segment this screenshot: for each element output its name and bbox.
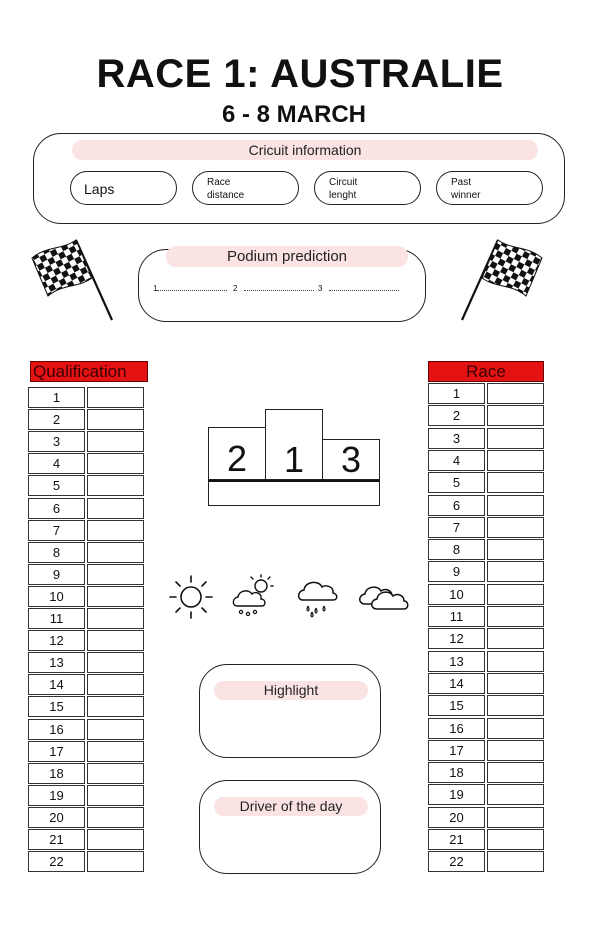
podium-first-place: 1 xyxy=(265,409,323,480)
qualification-position-number: 3 xyxy=(28,431,85,452)
race-driver-cell[interactable] xyxy=(487,718,544,739)
rain-cloud-icon[interactable] xyxy=(293,572,341,620)
qualification-position-number: 6 xyxy=(28,498,85,519)
race-position-number: 3 xyxy=(428,428,485,449)
qualification-driver-cell[interactable] xyxy=(87,807,144,828)
qualification-position-number: 22 xyxy=(28,851,85,872)
circuit-info-heading: Cricuit information xyxy=(72,140,538,160)
race-position-number: 15 xyxy=(428,695,485,716)
race-driver-cell[interactable] xyxy=(487,651,544,672)
sun-cloud-rain-icon[interactable] xyxy=(229,572,277,620)
driver-of-day-panel[interactable] xyxy=(199,780,381,874)
qualification-driver-cell[interactable] xyxy=(87,829,144,850)
podium-prediction-heading: Podium prediction xyxy=(166,246,408,267)
qualification-driver-cell[interactable] xyxy=(87,564,144,585)
qualification-driver-cell[interactable] xyxy=(87,674,144,695)
qualification-driver-cell[interactable] xyxy=(87,630,144,651)
laps-label: Laps xyxy=(84,181,115,197)
qualification-position-number: 7 xyxy=(28,520,85,541)
race-driver-cell[interactable] xyxy=(487,517,544,538)
race-driver-cell[interactable] xyxy=(487,740,544,761)
race-position-number: 21 xyxy=(428,829,485,850)
qualification-driver-cell[interactable] xyxy=(87,763,144,784)
highlight-panel[interactable] xyxy=(199,664,381,758)
race-driver-cell[interactable] xyxy=(487,673,544,694)
race-driver-cell[interactable] xyxy=(487,405,544,426)
race-driver-cell[interactable] xyxy=(487,606,544,627)
qualification-position-number: 15 xyxy=(28,696,85,717)
clouds-icon[interactable] xyxy=(355,574,413,614)
highlight-heading: Highlight xyxy=(214,681,368,700)
race-position-number: 6 xyxy=(428,495,485,516)
race-position-number: 18 xyxy=(428,762,485,783)
qualification-position-number: 2 xyxy=(28,409,85,430)
qualification-driver-cell[interactable] xyxy=(87,785,144,806)
podium-third-place: 3 xyxy=(322,439,380,480)
race-distance-field[interactable] xyxy=(192,171,299,205)
qualification-driver-cell[interactable] xyxy=(87,387,144,408)
race-position-number: 19 xyxy=(428,784,485,805)
qualification-driver-cell[interactable] xyxy=(87,520,144,541)
qualification-driver-cell[interactable] xyxy=(87,851,144,872)
qualification-driver-cell[interactable] xyxy=(87,431,144,452)
race-driver-cell[interactable] xyxy=(487,561,544,582)
race-position-number: 16 xyxy=(428,718,485,739)
race-position-number: 11 xyxy=(428,606,485,627)
past-winner-field[interactable] xyxy=(436,171,543,205)
race-driver-cell[interactable] xyxy=(487,584,544,605)
race-position-number: 10 xyxy=(428,584,485,605)
race-driver-cell[interactable] xyxy=(487,495,544,516)
qualification-position-number: 16 xyxy=(28,719,85,740)
race-driver-cell[interactable] xyxy=(487,851,544,872)
qualification-position-number: 17 xyxy=(28,741,85,762)
race-driver-cell[interactable] xyxy=(487,628,544,649)
qualification-driver-cell[interactable] xyxy=(87,586,144,607)
qualification-driver-cell[interactable] xyxy=(87,696,144,717)
race-dates: 6 - 8 MARCH xyxy=(221,101,366,128)
race-driver-cell[interactable] xyxy=(487,383,544,404)
race-driver-cell[interactable] xyxy=(487,450,544,471)
driver-of-day-heading: Driver of the day xyxy=(214,797,368,816)
qualification-position-number: 20 xyxy=(28,807,85,828)
qualification-heading: Qualification xyxy=(30,361,148,382)
prediction-line-2[interactable] xyxy=(233,283,314,293)
checkered-flag-left-icon xyxy=(28,236,116,322)
qualification-driver-cell[interactable] xyxy=(87,719,144,740)
qualification-driver-cell[interactable] xyxy=(87,475,144,496)
race-position-number: 9 xyxy=(428,561,485,582)
race-distance-label: Race distance xyxy=(207,177,245,201)
qualification-position-number: 13 xyxy=(28,652,85,673)
qualification-position-number: 11 xyxy=(28,608,85,629)
qualification-driver-cell[interactable] xyxy=(87,453,144,474)
race-position-number: 14 xyxy=(428,673,485,694)
podium-base xyxy=(208,480,380,506)
race-position-number: 12 xyxy=(428,628,485,649)
qualification-driver-cell[interactable] xyxy=(87,741,144,762)
page-title: RACE 1: AUSTRALIE xyxy=(96,52,504,96)
race-driver-cell[interactable] xyxy=(487,807,544,828)
qualification-position-number: 1 xyxy=(28,387,85,408)
laps-field[interactable] xyxy=(70,171,177,205)
race-driver-cell[interactable] xyxy=(487,695,544,716)
past-winner-label: Past winner xyxy=(451,177,481,201)
qualification-position-number: 19 xyxy=(28,785,85,806)
checkered-flag-right-icon xyxy=(458,236,546,322)
qualification-position-number: 5 xyxy=(28,475,85,496)
prediction-line-1[interactable] xyxy=(153,283,227,293)
prediction-place-2: 2 xyxy=(233,284,238,293)
race-driver-cell[interactable] xyxy=(487,762,544,783)
qualification-driver-cell[interactable] xyxy=(87,652,144,673)
qualification-position-number: 18 xyxy=(28,763,85,784)
race-position-number: 22 xyxy=(428,851,485,872)
qualification-driver-cell[interactable] xyxy=(87,409,144,430)
circuit-length-label: Circuit lenght xyxy=(329,177,358,201)
prediction-place-1: 1 xyxy=(153,284,158,293)
race-position-number: 8 xyxy=(428,539,485,560)
podium-second-place: 2 xyxy=(208,427,266,480)
qualification-position-number: 12 xyxy=(28,630,85,651)
race-position-number: 1 xyxy=(428,383,485,404)
race-position-number: 7 xyxy=(428,517,485,538)
race-position-number: 17 xyxy=(428,740,485,761)
prediction-line-3[interactable] xyxy=(318,283,399,293)
race-position-number: 2 xyxy=(428,405,485,426)
race-position-number: 20 xyxy=(428,807,485,828)
prediction-place-3: 3 xyxy=(318,284,323,293)
race-position-number: 4 xyxy=(428,450,485,471)
qualification-position-number: 10 xyxy=(28,586,85,607)
race-driver-cell[interactable] xyxy=(487,472,544,493)
race-heading: Race xyxy=(428,361,544,382)
sun-icon[interactable] xyxy=(168,574,214,620)
qualification-driver-cell[interactable] xyxy=(87,608,144,629)
race-driver-cell[interactable] xyxy=(487,829,544,850)
qualification-driver-cell[interactable] xyxy=(87,542,144,563)
race-position-number: 5 xyxy=(428,472,485,493)
race-driver-cell[interactable] xyxy=(487,428,544,449)
qualification-driver-cell[interactable] xyxy=(87,498,144,519)
circuit-length-field[interactable] xyxy=(314,171,421,205)
race-position-number: 13 xyxy=(428,651,485,672)
race-driver-cell[interactable] xyxy=(487,539,544,560)
race-driver-cell[interactable] xyxy=(487,784,544,805)
qualification-position-number: 8 xyxy=(28,542,85,563)
qualification-position-number: 4 xyxy=(28,453,85,474)
qualification-position-number: 9 xyxy=(28,564,85,585)
qualification-position-number: 14 xyxy=(28,674,85,695)
qualification-position-number: 21 xyxy=(28,829,85,850)
